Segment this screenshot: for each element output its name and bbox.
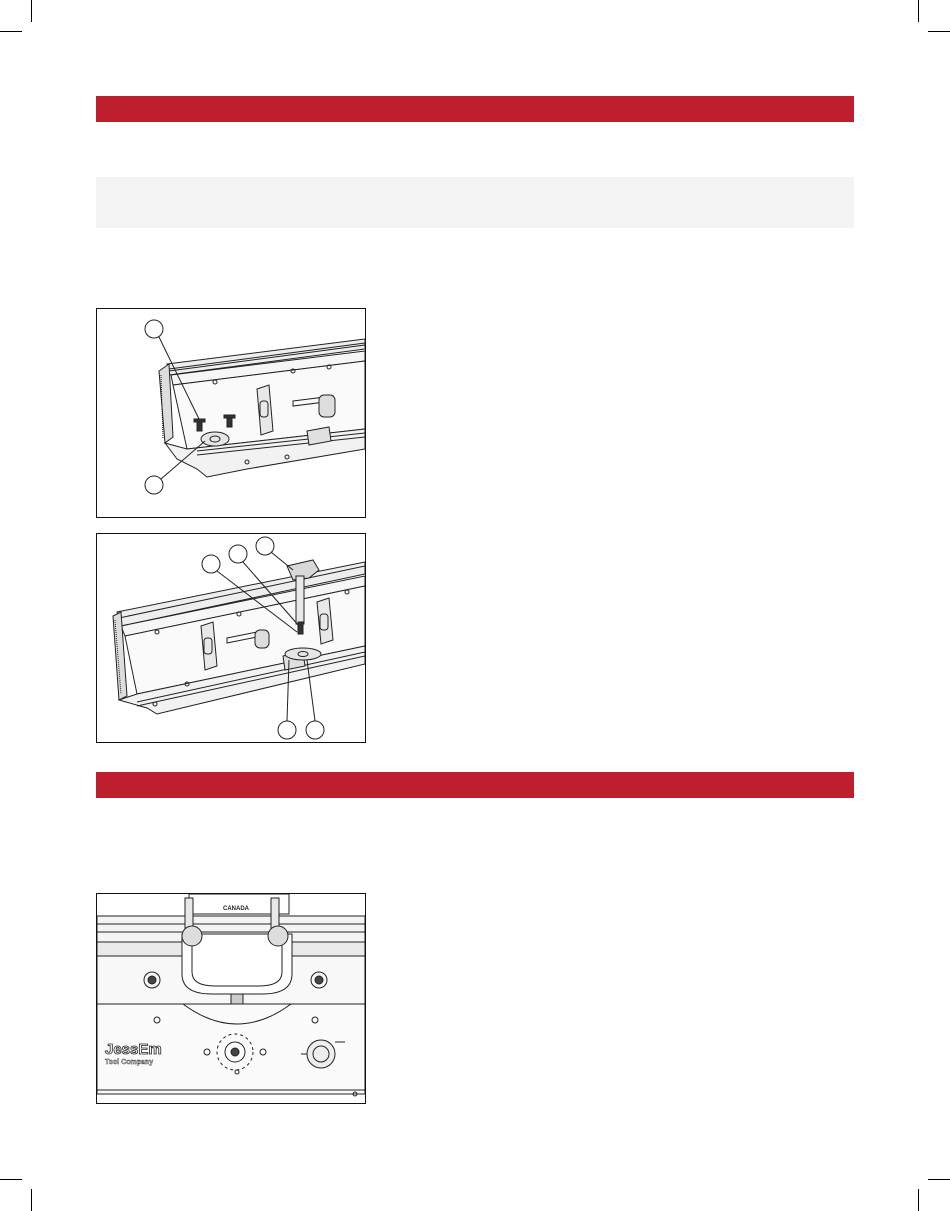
fence-screws-illustration <box>97 309 365 517</box>
figure-fence-knob <box>96 533 366 743</box>
crop-mark-bottom-left-horizontal <box>0 1179 22 1180</box>
crop-mark-top-left-horizontal <box>0 31 22 32</box>
crop-mark-top-right-vertical <box>918 0 919 22</box>
router-table-illustration <box>97 894 365 1103</box>
crop-mark-bottom-right-horizontal <box>928 1179 950 1180</box>
figure-router-table <box>96 893 366 1104</box>
fence-knob-illustration <box>97 534 365 742</box>
crop-mark-top-left-vertical <box>31 0 32 22</box>
crop-mark-bottom-right-vertical <box>918 1189 919 1211</box>
section-header-bar-1 <box>96 96 854 122</box>
crop-mark-bottom-left-vertical <box>31 1189 32 1211</box>
note-box <box>96 177 854 228</box>
brand-name: JessEm <box>105 1041 162 1058</box>
plate-label: CANADA <box>223 906 249 912</box>
brand-sub: Tool Company <box>105 1059 154 1066</box>
crop-mark-top-right-horizontal <box>928 31 950 32</box>
section-header-bar-2 <box>96 772 854 798</box>
figure-fence-screws <box>96 308 366 518</box>
